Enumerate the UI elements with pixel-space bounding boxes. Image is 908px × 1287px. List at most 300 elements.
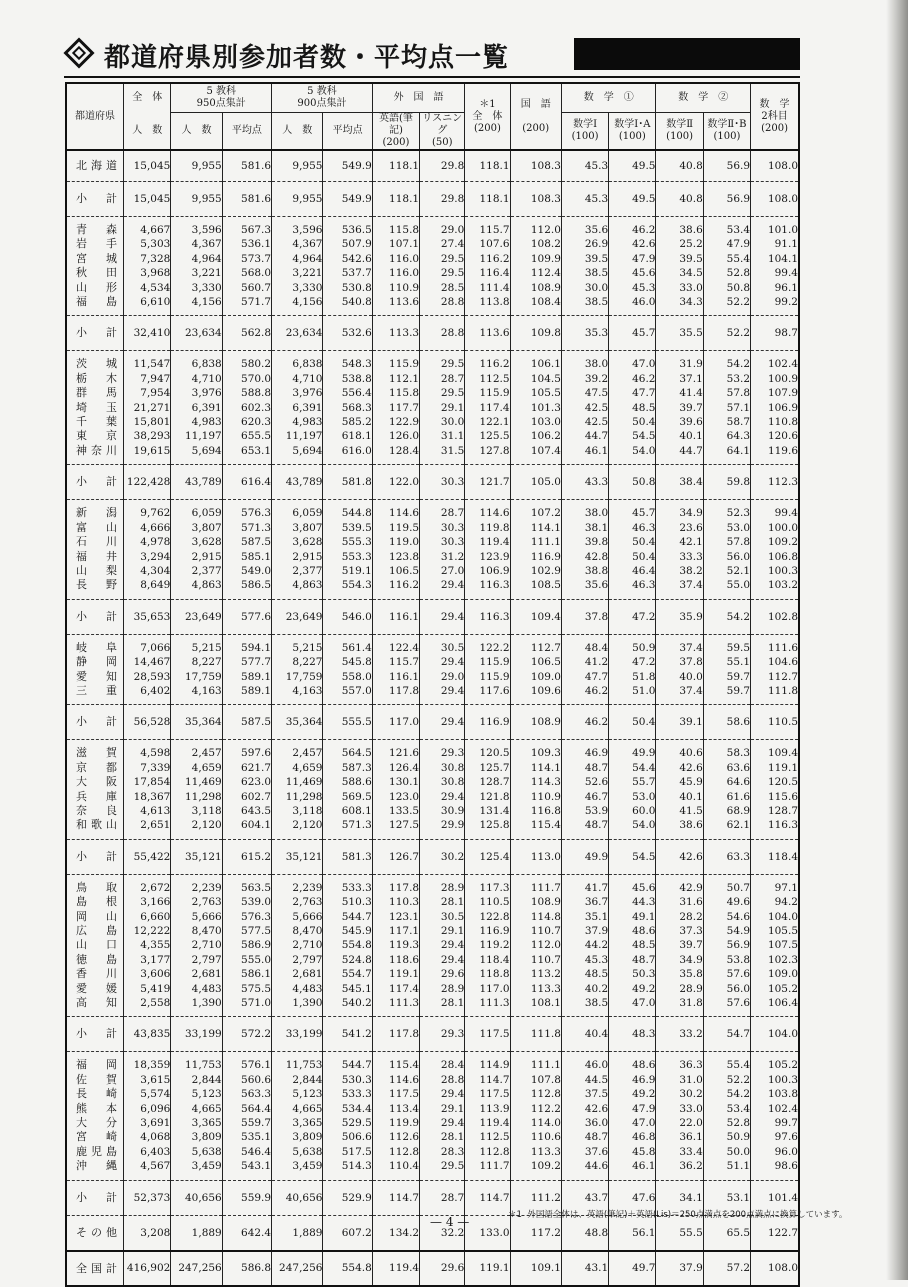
table-cell: 4,483 <box>171 982 222 996</box>
table-cell: 32,410 <box>124 316 171 351</box>
table-cell: 55.4 <box>703 252 750 266</box>
table-cell: 108.0 <box>751 150 799 182</box>
table-cell: 119.3 <box>372 938 419 952</box>
table-cell: 37.4 <box>656 684 703 705</box>
pref-name: 秋 田 <box>66 266 124 280</box>
pref-name: 広 島 <box>66 924 124 938</box>
table-cell: 106.9 <box>751 401 799 415</box>
table-cell: 40.2 <box>561 982 608 996</box>
table-cell: 43.3 <box>561 465 608 500</box>
header-sugaku-2kamoku: 数 学 2科目 (200) <box>751 83 799 150</box>
table-cell: 39.1 <box>656 705 703 740</box>
total-row <box>66 1251 799 1286</box>
table-cell: 38.8 <box>561 564 608 578</box>
table-cell: 3,459 <box>272 1159 323 1180</box>
table-cell: 4,665 <box>272 1102 323 1116</box>
table-cell: 107.8 <box>510 1073 561 1087</box>
table-cell: 6,838 <box>272 351 323 372</box>
table-cell: 9,762 <box>124 500 171 521</box>
table-cell: 4,665 <box>171 1102 222 1116</box>
table-cell: 41.2 <box>561 655 608 669</box>
table-cell: 49.5 <box>609 182 656 217</box>
table-row <box>66 1145 799 1159</box>
table-cell: 35,653 <box>124 599 171 634</box>
table-cell: 586.9 <box>222 938 271 952</box>
table-cell: 40.1 <box>656 790 703 804</box>
table-cell: 97.6 <box>751 1130 799 1144</box>
table-cell: 58.6 <box>703 705 750 740</box>
table-cell: 100.0 <box>751 521 799 535</box>
table-cell: 18,367 <box>124 790 171 804</box>
table-cell: 118.1 <box>372 150 419 182</box>
pref-name: 山 形 <box>66 281 124 295</box>
table-cell: 118.6 <box>372 953 419 967</box>
table-cell: 4,163 <box>171 684 222 705</box>
table-cell: 128.4 <box>372 444 419 465</box>
table-cell: 109.2 <box>510 1159 561 1180</box>
table-cell: 117.3 <box>465 874 510 895</box>
table-cell: 546.4 <box>222 1145 271 1159</box>
table-cell: 4,534 <box>124 281 171 295</box>
subtotal-row <box>66 839 799 874</box>
table-cell: 102.9 <box>510 564 561 578</box>
table-cell: 112.7 <box>510 634 561 655</box>
table-cell: 37.4 <box>656 634 703 655</box>
table-cell: 29.9 <box>420 818 465 839</box>
pref-name: 長 崎 <box>66 1087 124 1101</box>
table-cell: 68.9 <box>703 804 750 818</box>
table-cell: 548.3 <box>323 351 372 372</box>
table-cell: 47.9 <box>609 252 656 266</box>
table-cell: 30.8 <box>420 775 465 789</box>
table-cell: 5,123 <box>272 1087 323 1101</box>
table-cell: 51.0 <box>609 684 656 705</box>
table-cell: 540.8 <box>323 295 372 316</box>
table-cell: 106.5 <box>372 564 419 578</box>
table-cell: 4,567 <box>124 1159 171 1180</box>
table-cell: 116.0 <box>372 266 419 280</box>
table-row <box>66 874 799 895</box>
table-cell: 121.6 <box>372 740 419 761</box>
table-cell: 50.4 <box>609 705 656 740</box>
table-cell: 576.3 <box>222 500 271 521</box>
table-cell: 5,666 <box>171 910 222 924</box>
table-cell: 104.0 <box>751 910 799 924</box>
table-cell: 113.4 <box>372 1102 419 1116</box>
table-cell: 554.8 <box>323 1251 372 1286</box>
table-cell: 37.1 <box>656 372 703 386</box>
table-cell: 116.1 <box>372 599 419 634</box>
pref-name: 熊 本 <box>66 1102 124 1116</box>
table-cell: 544.7 <box>323 1052 372 1073</box>
table-cell: 2,710 <box>272 938 323 952</box>
table-cell: 47.7 <box>561 670 608 684</box>
table-cell: 11,298 <box>171 790 222 804</box>
table-cell: 8,649 <box>124 578 171 599</box>
table-cell: 46.2 <box>561 705 608 740</box>
table-cell: 112.5 <box>465 372 510 386</box>
header-g950: 5 教科 950点集計 <box>171 83 272 113</box>
table-cell: 23.6 <box>656 521 703 535</box>
table-cell: 5,419 <box>124 982 171 996</box>
table-cell: 123.9 <box>465 550 510 564</box>
table-cell: 47.2 <box>609 655 656 669</box>
table-cell: 38.5 <box>561 295 608 316</box>
table-cell: 28,593 <box>124 670 171 684</box>
table-cell: 6,402 <box>124 684 171 705</box>
table-cell: 581.8 <box>323 465 372 500</box>
table-cell: 107.2 <box>510 500 561 521</box>
pref-name: 徳 島 <box>66 953 124 967</box>
table-cell: 554.3 <box>323 578 372 599</box>
header-gaikoku: 外 国 語 <box>372 83 465 113</box>
table-cell: 103.8 <box>751 1087 799 1101</box>
pref-name: 東 京 <box>66 429 124 443</box>
table-cell: 11,547 <box>124 351 171 372</box>
table-cell: 587.5 <box>222 535 271 549</box>
table-cell: 119.4 <box>465 535 510 549</box>
table-cell: 536.5 <box>323 217 372 238</box>
pref-name: 小 計 <box>66 465 124 500</box>
table-cell: 35,364 <box>272 705 323 740</box>
table-row <box>66 740 799 761</box>
table-cell: 128.7 <box>465 775 510 789</box>
table-cell: 3,809 <box>171 1130 222 1144</box>
pref-name: 宮 崎 <box>66 1130 124 1144</box>
pref-name: 全国計 <box>66 1251 124 1286</box>
title-block <box>64 36 804 80</box>
table-cell: 3,807 <box>171 521 222 535</box>
table-cell: 12,222 <box>124 924 171 938</box>
table-cell: 2,797 <box>272 953 323 967</box>
table-cell: 31.5 <box>420 444 465 465</box>
table-cell: 538.8 <box>323 372 372 386</box>
table-cell: 109.8 <box>510 316 561 351</box>
pref-name: 鹿児島 <box>66 1145 124 1159</box>
table-cell: 581.6 <box>222 150 271 182</box>
subtotal-row <box>66 599 799 634</box>
table-row <box>66 761 799 775</box>
table-cell: 541.2 <box>323 1017 372 1052</box>
header-zentai: 全 体 <box>124 83 171 113</box>
table-cell: 4,667 <box>124 217 171 238</box>
pref-name: 奈 良 <box>66 804 124 818</box>
table-cell: 3,177 <box>124 953 171 967</box>
table-cell: 597.6 <box>222 740 271 761</box>
table-cell: 586.1 <box>222 967 271 981</box>
table-cell: 125.5 <box>465 429 510 443</box>
table-cell: 116.3 <box>751 818 799 839</box>
table-cell: 116.1 <box>372 670 419 684</box>
table-cell: 105.2 <box>751 982 799 996</box>
redacted-bar <box>574 38 800 70</box>
table-cell: 112.8 <box>372 1145 419 1159</box>
table-cell: 533.3 <box>323 1087 372 1101</box>
table-cell: 564.5 <box>323 740 372 761</box>
pref-name: 群 馬 <box>66 386 124 400</box>
table-cell: 30.5 <box>420 910 465 924</box>
table-cell: 4,863 <box>272 578 323 599</box>
table-cell: 3,221 <box>171 266 222 280</box>
subtotal-row <box>66 182 799 217</box>
pref-name: 石 川 <box>66 535 124 549</box>
table-cell: 109.4 <box>510 599 561 634</box>
pref-name: 宮 城 <box>66 252 124 266</box>
pref-name: 三 重 <box>66 684 124 705</box>
table-cell: 111.4 <box>465 281 510 295</box>
table-cell: 106.2 <box>510 429 561 443</box>
table-cell: 38.5 <box>561 266 608 280</box>
table-cell: 35.6 <box>561 217 608 238</box>
table-cell: 118.1 <box>465 150 510 182</box>
table-cell: 4,304 <box>124 564 171 578</box>
table-cell: 40.6 <box>656 740 703 761</box>
table-cell: 33.0 <box>656 281 703 295</box>
table-cell: 3,330 <box>171 281 222 295</box>
pref-name: 小 計 <box>66 1180 124 1215</box>
table-cell: 110.5 <box>751 705 799 740</box>
table-cell: 115.4 <box>510 818 561 839</box>
table-cell: 247,256 <box>272 1251 323 1286</box>
table-cell: 31.1 <box>420 429 465 443</box>
table-cell: 602.3 <box>222 401 271 415</box>
table-cell: 31.6 <box>656 895 703 909</box>
table-cell: 115.7 <box>465 217 510 238</box>
table-cell: 45.7 <box>609 316 656 351</box>
table-cell: 247,256 <box>171 1251 222 1286</box>
table-cell: 604.1 <box>222 818 271 839</box>
table-cell: 587.3 <box>323 761 372 775</box>
table-cell: 46.8 <box>609 1130 656 1144</box>
header-g950-heikin: 平均点 <box>222 113 271 151</box>
table-cell: 115.9 <box>465 386 510 400</box>
pref-name: そ の 他 <box>66 1215 124 1251</box>
pref-name: 福 島 <box>66 295 124 316</box>
table-cell: 116.3 <box>465 599 510 634</box>
table-cell: 571.7 <box>222 295 271 316</box>
table-cell: 59.7 <box>703 684 750 705</box>
table-row <box>66 655 799 669</box>
table-cell: 55.1 <box>703 655 750 669</box>
table-cell: 4,710 <box>272 372 323 386</box>
table-cell: 54.5 <box>609 839 656 874</box>
table-cell: 6,610 <box>124 295 171 316</box>
table-cell: 530.8 <box>323 281 372 295</box>
table-cell: 11,469 <box>272 775 323 789</box>
table-cell: 29.3 <box>420 740 465 761</box>
table-cell: 105.5 <box>751 924 799 938</box>
pref-name: 佐 賀 <box>66 1073 124 1087</box>
table-cell: 37.8 <box>561 599 608 634</box>
table-cell: 48.3 <box>609 1017 656 1052</box>
table-cell: 33,199 <box>272 1017 323 1052</box>
table-cell: 113.8 <box>465 295 510 316</box>
table-cell: 6,403 <box>124 1145 171 1159</box>
table-cell: 112.6 <box>372 1130 419 1144</box>
page-title: 都道府県別参加者数・平均点一覧 <box>104 43 510 73</box>
table-cell: 50.4 <box>609 415 656 429</box>
table-cell: 101.0 <box>751 217 799 238</box>
table-cell: 3,807 <box>272 521 323 535</box>
table-cell: 43.1 <box>561 1251 608 1286</box>
table-row <box>66 415 799 429</box>
table-cell: 42.6 <box>656 761 703 775</box>
table-cell: 581.6 <box>222 182 271 217</box>
table-cell: 47.0 <box>609 1116 656 1130</box>
table-cell: 7,947 <box>124 372 171 386</box>
page-number: — 4 — <box>430 1215 470 1229</box>
table-cell: 6,059 <box>171 500 222 521</box>
table-cell: 581.3 <box>323 839 372 874</box>
footnote <box>508 1208 847 1220</box>
table-cell: 29.5 <box>420 386 465 400</box>
table-cell: 38.0 <box>561 500 608 521</box>
pref-name: 小 計 <box>66 839 124 874</box>
table-cell: 55,422 <box>124 839 171 874</box>
table-cell: 56.9 <box>703 938 750 952</box>
table-cell: 61.6 <box>703 790 750 804</box>
table-cell: 108.9 <box>510 705 561 740</box>
table-cell: 26.9 <box>561 237 608 251</box>
table-cell: 30.8 <box>420 761 465 775</box>
table-cell: 107.4 <box>510 444 561 465</box>
table-row <box>66 967 799 981</box>
table-cell: 50.8 <box>609 465 656 500</box>
table-cell: 119.5 <box>372 521 419 535</box>
table-cell: 9,955 <box>171 182 222 217</box>
table-cell: 42.1 <box>656 535 703 549</box>
table-cell: 37.9 <box>656 1251 703 1286</box>
table-cell: 52.1 <box>703 564 750 578</box>
table-cell: 45.3 <box>561 182 608 217</box>
pref-name: 小 計 <box>66 182 124 217</box>
table-cell: 111.6 <box>751 634 799 655</box>
table-cell: 35.9 <box>656 599 703 634</box>
table-cell: 113.2 <box>510 967 561 981</box>
table-cell: 64.6 <box>703 775 750 789</box>
table-cell: 114.8 <box>510 910 561 924</box>
table-cell: 602.7 <box>222 790 271 804</box>
table-cell: 27.0 <box>420 564 465 578</box>
table-cell: 56,528 <box>124 705 171 740</box>
table-cell: 4,156 <box>272 295 323 316</box>
table-cell: 28.8 <box>420 295 465 316</box>
table-cell: 29.6 <box>420 1251 465 1286</box>
table-cell: 64.3 <box>703 429 750 443</box>
table-cell: 99.7 <box>751 1116 799 1130</box>
table-cell: 96.1 <box>751 281 799 295</box>
table-cell: 3,976 <box>171 386 222 400</box>
table-cell: 38.4 <box>656 465 703 500</box>
table-cell: 4,163 <box>272 684 323 705</box>
table-cell: 47.2 <box>609 599 656 634</box>
table-cell: 116.4 <box>465 266 510 280</box>
table-cell: 100.3 <box>751 564 799 578</box>
table-cell: 3,118 <box>272 804 323 818</box>
table-cell: 116.2 <box>372 578 419 599</box>
table-cell: 104.0 <box>751 1017 799 1052</box>
table-cell: 2,915 <box>171 550 222 564</box>
table-cell: 122.0 <box>372 465 419 500</box>
table-cell: 46.0 <box>609 295 656 316</box>
table-cell: 5,303 <box>124 237 171 251</box>
table-cell: 34.1 <box>656 1180 703 1215</box>
table-cell: 2,558 <box>124 996 171 1017</box>
table-cell: 118.1 <box>372 182 419 217</box>
table-cell: 108.9 <box>510 281 561 295</box>
table-cell: 117.7 <box>372 401 419 415</box>
table-cell: 570.0 <box>222 372 271 386</box>
table-row <box>66 266 799 280</box>
table-cell: 5,694 <box>272 444 323 465</box>
table-cell: 4,983 <box>171 415 222 429</box>
table-cell: 40,656 <box>171 1180 222 1215</box>
table-cell: 5,215 <box>272 634 323 655</box>
table-cell: 17,854 <box>124 775 171 789</box>
table-row <box>66 578 799 599</box>
header-g900-ninzu: 人 数 <box>272 113 323 151</box>
table-cell: 103.2 <box>751 578 799 599</box>
table-cell: 54.2 <box>703 599 750 634</box>
table-cell: 111.7 <box>465 1159 510 1180</box>
table-cell: 31.9 <box>656 351 703 372</box>
table-row <box>66 1073 799 1087</box>
table-cell: 50.3 <box>609 967 656 981</box>
table-cell: 618.1 <box>323 429 372 443</box>
table-cell: 44.7 <box>656 444 703 465</box>
table-cell: 57.8 <box>703 535 750 549</box>
table-cell: 115.9 <box>372 351 419 372</box>
table-cell: 544.7 <box>323 910 372 924</box>
table-cell: 46.1 <box>609 1159 656 1180</box>
table-row <box>66 550 799 564</box>
table-cell: 29.3 <box>420 1017 465 1052</box>
table-cell: 4,964 <box>272 252 323 266</box>
table-cell: 50.9 <box>609 634 656 655</box>
table-cell: 49.9 <box>609 740 656 761</box>
table-cell: 107.9 <box>751 386 799 400</box>
table-row <box>66 281 799 295</box>
table-cell: 46.2 <box>561 684 608 705</box>
table-cell: 112.7 <box>751 670 799 684</box>
table-cell: 111.8 <box>510 1017 561 1052</box>
table-cell: 113.9 <box>465 1102 510 1116</box>
table-cell: 45.3 <box>561 150 608 182</box>
pref-name: 神奈川 <box>66 444 124 465</box>
table-row <box>66 521 799 535</box>
table-cell: 133.0 <box>465 1215 510 1251</box>
table-cell: 39.5 <box>561 252 608 266</box>
table-cell: 45.8 <box>609 1145 656 1159</box>
pref-name: 愛 媛 <box>66 982 124 996</box>
table-cell: 530.3 <box>323 1073 372 1087</box>
table-cell: 31.2 <box>420 550 465 564</box>
table-cell: 133.5 <box>372 804 419 818</box>
table-cell: 112.3 <box>751 465 799 500</box>
table-cell: 30.3 <box>420 465 465 500</box>
table-cell: 122.7 <box>751 1215 799 1251</box>
table-cell: 116.9 <box>465 705 510 740</box>
table-cell: 554.7 <box>323 967 372 981</box>
table-cell: 119.6 <box>751 444 799 465</box>
table-cell: 2,681 <box>272 967 323 981</box>
table-cell: 115.6 <box>751 790 799 804</box>
table-cell: 1,390 <box>171 996 222 1017</box>
table-cell: 35.3 <box>561 316 608 351</box>
header-ninzu: 人 数 <box>124 113 171 151</box>
table-cell: 63.6 <box>703 761 750 775</box>
table-cell: 123.0 <box>372 790 419 804</box>
